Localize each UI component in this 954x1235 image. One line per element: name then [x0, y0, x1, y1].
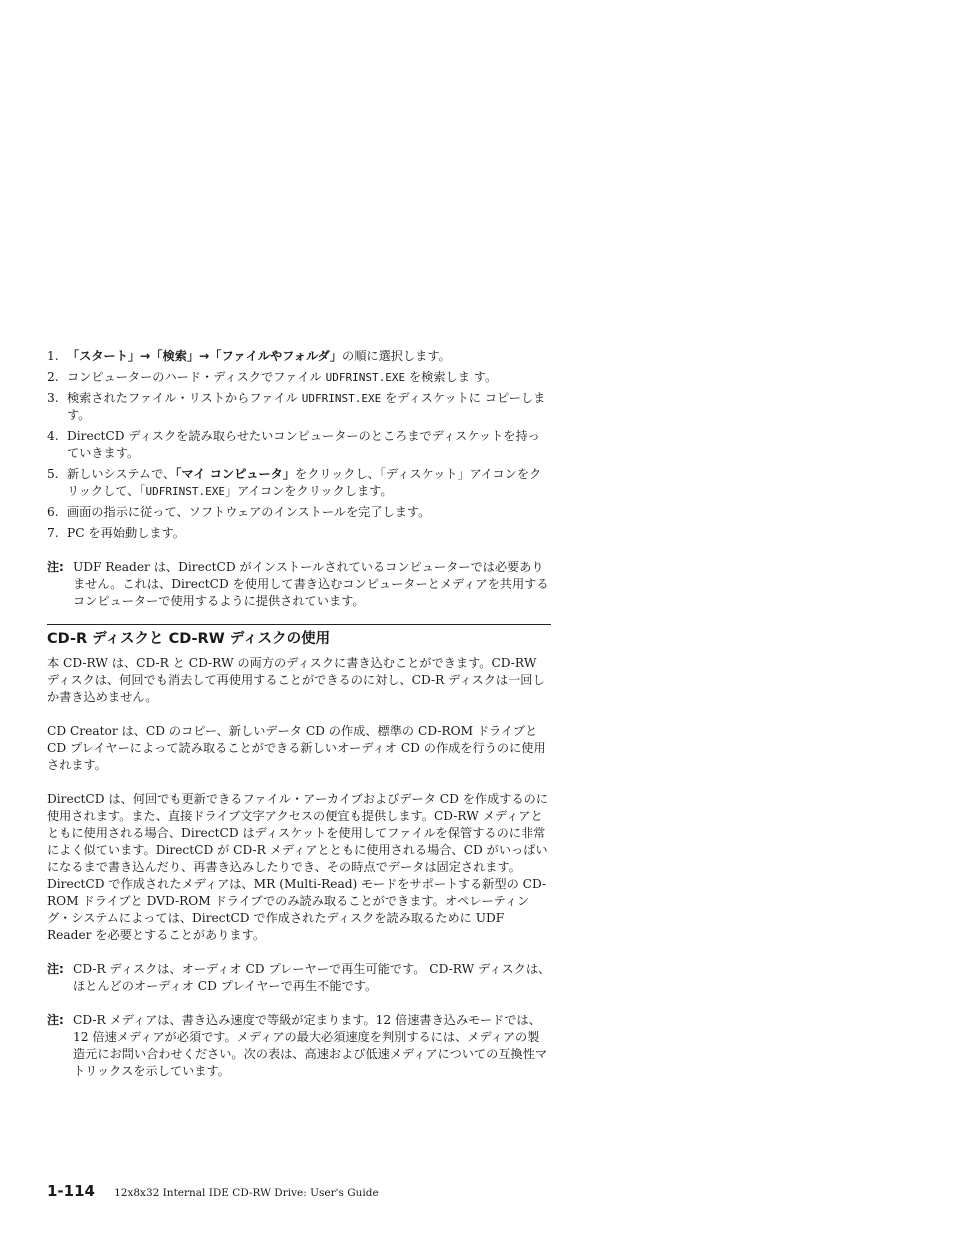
step-menu-path: 「スタート」→「検索」→「ファイルやフォルダ」: [67, 349, 343, 363]
step-text: PC を再始動します。: [67, 526, 185, 540]
step-item: [47, 466, 551, 500]
note-media-speed: [47, 1012, 551, 1080]
step-number: 5.: [47, 467, 59, 481]
page-number: 1-114: [47, 1182, 95, 1200]
paragraph-cd-rw: 本 CD-RW は、CD-R と CD-RW の両方のディスクに書き込むことができます。CD-RW ディスクは、何回でも消去して再使用することができるのに対し、CD-R ディスクは一回しか書き込めません。: [47, 656, 545, 704]
step-text: 」アイコンをクリックします。: [224, 484, 393, 498]
step-item: [47, 369, 551, 386]
install-steps: [47, 348, 551, 542]
step-text: をクリックし、「ディスケット」アイコンをクリックして、「: [67, 467, 542, 498]
step-number: 2.: [47, 370, 59, 384]
step-item: [47, 525, 551, 542]
step-text: 画面の指示に従って、ソフトウェアのインストールを完了します。: [67, 505, 431, 519]
note-label: 注:: [47, 560, 64, 574]
step-number: 3.: [47, 391, 59, 405]
step-text: コンピューターのハード・ディスクでファイル: [67, 370, 326, 384]
section-divider: [47, 624, 551, 625]
step-number: 4.: [47, 429, 59, 443]
step-number: 7.: [47, 526, 59, 540]
step-text: DirectCD ディスクを読み取らせたいコンピューターのところまでディスケットを持っていきます。: [67, 429, 540, 460]
step-text: を検索しま す。: [405, 370, 498, 384]
file-name: UDFRINST.EXE: [301, 392, 382, 405]
step-text: 新しいシステムで、: [67, 467, 176, 481]
document-title: 12x8x32 Internal IDE CD-RW Drive: User's Guide: [114, 1187, 379, 1199]
note-text: CD-R メディアは、書き込み速度で等級が定まります。12 倍速書き込みモードでは、12 倍速メディアが必須です。メディアの最大必須速度を判別するには、メディアの製造元にお問い合わせください。次の表は、高速および低速メディアについての互換性マトリックスを示しています。: [73, 1013, 548, 1078]
file-name: UDFRINST.EXE: [325, 371, 406, 384]
step-text: の順に選択します。: [342, 349, 451, 363]
note-cd-r-playback: [47, 961, 551, 995]
paragraph-cd-creator: CD Creator は、CD のコピー、新しいデータ CD の作成、標準の CD-ROM ドライブと CD プレイヤーによって読み取ることができる新しいオーディオ CD の作成を行うのに使用されます。: [47, 724, 546, 772]
step-item: [47, 390, 551, 424]
step-item: [47, 428, 551, 462]
note-text: UDF Reader は、DirectCD がインストールされているコンピューターでは必要ありません。これは、DirectCD を使用して書き込むコンピューターとメディアを共用するコンピューターで使用するように提供されています。: [73, 560, 549, 608]
paragraph-directcd: DirectCD は、何回でも更新できるファイル・アーカイブおよびデータ CD を作成するのに使用されます。また、直接ドライブ文字アクセスの便宜も提供します。CD-RW メディアとともに使用される場合、DirectCD はディスケットを使用してファイルを保管するのに非常によく似ています。DirectCD が CD-R メディアとともに使用される場合、CD がいっぱいになるまで書き込んだり、再書き込みしたりでき、その時点でデータは固定されます。DirectCD で作成されたメディアは、MR (Multi-Read) モードをサポートする新型の CD-ROM ドライブと DVD-ROM ドライブでのみ読み取ることができます。オペレーティング・システムによっては、DirectCD で作成されたディスクを読み取るために UDF Reader を必要とすることがあります。: [47, 792, 549, 942]
step-number: 1.: [47, 349, 59, 363]
step-number: 6.: [47, 505, 59, 519]
page-body: [47, 348, 551, 1080]
my-computer-label: 「マイ コンピュータ」: [175, 467, 296, 481]
section-title: CD-R ディスクと CD-RW ディスクの使用: [47, 631, 331, 647]
page-footer: [47, 1181, 379, 1200]
file-name: UDFRINST.EXE: [145, 485, 225, 498]
step-item: [47, 348, 551, 365]
step-text: 検索されたファイル・リストからファイル: [67, 391, 302, 405]
note-text: CD-R ディスクは、オーディオ CD プレーヤーで再生可能です。 CD-RW ディスクは、ほとんどのオーディオ CD プレイヤーで再生不能です。: [73, 962, 551, 993]
note-label: 注:: [47, 1013, 64, 1027]
step-item: [47, 504, 551, 521]
step-text: をディスケットに コピーします。: [67, 391, 546, 422]
note-label: 注:: [47, 962, 64, 976]
note-udf-reader: [47, 559, 551, 610]
